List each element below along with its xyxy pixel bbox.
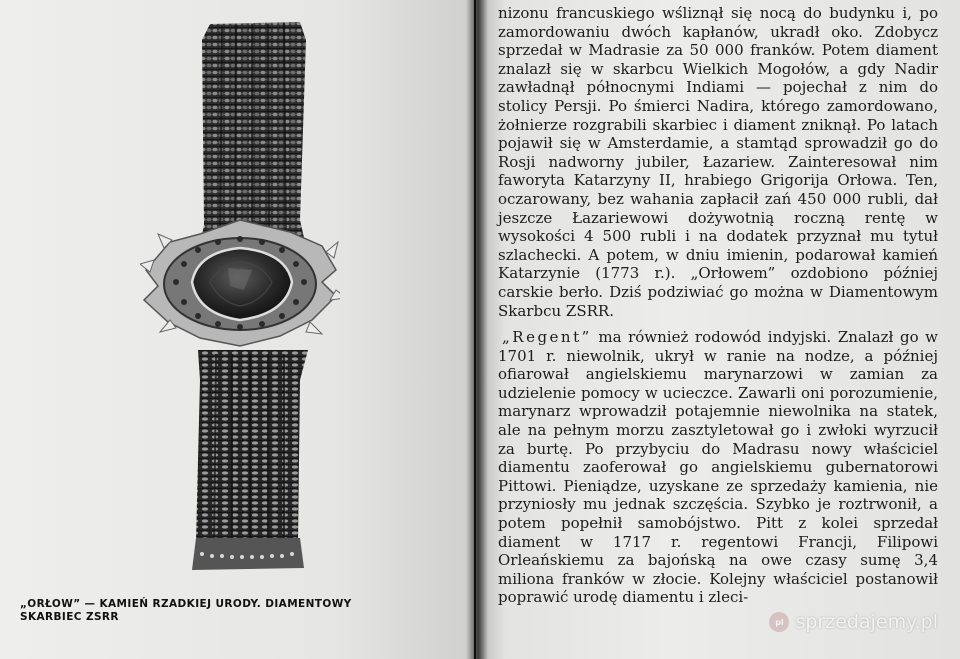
body-text: [498, 4, 938, 607]
watermark: [769, 611, 938, 633]
paragraph-regent: [498, 328, 938, 607]
orlov-scepter-photo: [140, 20, 340, 580]
book-gutter: [466, 0, 488, 659]
regent-word: „Regent”: [502, 328, 592, 347]
caption-line-2: SKARBIEC ZSRR: [20, 611, 119, 623]
watermark-text: sprzedajemy.pl: [795, 611, 938, 633]
caption-line-1: „ORŁOW” — KAMIEŃ RZADKIEJ URODY. DIAMENTOWY: [20, 598, 352, 610]
left-page: [0, 0, 474, 659]
right-page: [476, 0, 960, 659]
photo-caption: [20, 598, 440, 624]
watermark-logo: pl: [769, 612, 789, 632]
paragraph-orlov: nizonu francuskiego wśliznął się nocą do budynku i, po zamordowaniu dwóch kapłanów, ukradł oko. Zdobycz sprzedał w Madrasie za 50 000 franków. Potem diament znalazł się w skarbcu Wielkich Mogołów, a gdy Nadir zawładnął północnymi Indiami — pojechał z nim do stolicy Persji. Po śmierci Nadira, którego zamordowano, żołnierze rozgrabili skarbiec i diament zniknął. Po latach pojawił się w Amsterdamie, a stamtąd sprowadził go do Rosji nadworny jubiler, Łazariew. Zainteresował nim faworyta Katarzyny II, hrabiego Grigorija Orłowa. Ten, oczarowany, bez wahania zapłacił zań 450 000 rubli, dał jeszcze Łazariewowi dożywotnią roczną rentę w wysokości 4 500 rubli i na dodatek przyznał mu tytuł szlachecki. A potem, w dniu imienin, podarował kamień Katarzynie (1773 r.). „Orłowem” ozdobiono później carskie berło. Dziś podziwiać go można w Diamentowym Skarbcu ZSRR.: [498, 4, 938, 320]
paragraph-regent-text: ma również rodowód indyjski. Znalazł go w 1701 r. niewolnik, ukrył w ranie na nodze, a później ofiarował angielskiemu marynarzowi w zamian za udzielenie pomocy w ucieczce. Zawarli oni porozumienie, marynarz wprowadził potajemnie niewolnika na statek, ale na pełnym morzu zasztyletował go i zwłoki wyrzucił za burtę. Po przybyciu do Madrasu nowy właściciel diamentu zaoferował go angielskiemu gubernatorowi Pittowi. Pieniądze, uzyskane ze sprzedaży kamienia, nie przyniosły mu jednak szczęścia. Szybko je roztrwonił, a potem popełnił samobójstwo. Pitt z kolei sprzedał diament w 1717 r. regentowi Francji, Filipowi Orleańskiemu za bajońską na owe czasy sumę 3,4 miliona franków w złocie. Kolejny właściciel postanowił poprawić urodę diamentu i zleci-: [498, 328, 938, 607]
